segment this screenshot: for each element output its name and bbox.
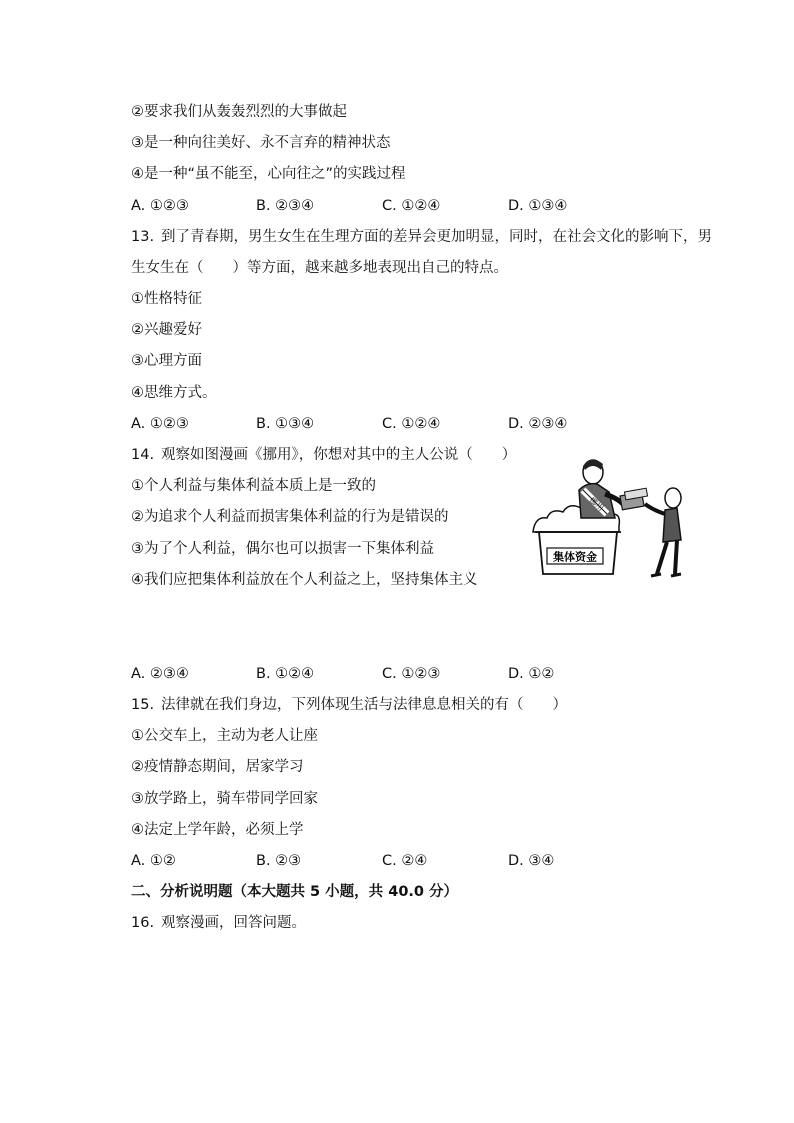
q16-stem-text: 观察漫画，回答问题。 [161,915,306,931]
q14-option-d[interactable]: D. ①② [508,666,555,682]
q15-option-c[interactable]: C. ②④ [382,853,428,869]
section2-title: 二、分析说明题（本大题共 5 小题，共 40.0 分） [131,884,459,900]
q12-item-2: ②要求我们从轰轰烈烈的大事做起 [131,104,347,120]
q12-item-3: ③是一种向往美好、永不言弃的精神状态 [131,135,391,151]
q13-option-d[interactable]: D. ②③④ [508,416,568,432]
q15-option-b[interactable]: B. ②③ [256,853,302,869]
q14-number: 14. [131,447,155,463]
q14-options [131,665,691,683]
q13-item-3: ③心理方面 [131,353,202,369]
q15-options [131,852,691,870]
sash-label: 挪用 [587,495,606,513]
q13-option-a[interactable]: A. ①②③ [131,416,189,432]
q14-item-4: ④我们应把集体利益放在个人利益之上，坚持集体主义 [131,572,478,588]
q16-number: 16. [131,915,155,931]
second-man-icon [645,488,681,576]
cartoon-image [525,452,687,580]
q15-item-4: ④法定上学年龄，必须上学 [131,822,304,838]
q13-item-1: ①性格特征 [131,291,202,307]
q13-number: 13. [131,229,155,245]
q13-stem-text: 到了青春期，男生女生在生理方面的差异会更加明显，同时，在社会文化的影响下，男 [161,229,712,245]
main-man-icon [579,459,648,518]
q15-item-2: ②疫情静态期间，居家学习 [131,759,304,775]
q13-stem-line2: 生女生在（ ）等方面，越来越多地表现出自己的特点。 [131,260,508,276]
q13-option-b[interactable]: B. ①③④ [256,416,315,432]
q14-item-1: ①个人利益与集体利益本质上是一致的 [131,478,376,494]
q13-item-4: ④思维方式。 [131,385,217,401]
q12-option-d[interactable]: D. ①③④ [508,198,568,214]
q14-item-3: ③为了个人利益，偶尔也可以损害一下集体利益 [131,541,434,557]
q12-option-a[interactable]: A. ①②③ [131,198,189,214]
q12-item-4: ④是一种“虽不能至，心向往之”的实践过程 [131,166,406,182]
q14-stem [131,446,516,464]
q15-item-3: ③放学路上，骑车带同学回家 [131,791,318,807]
q14-stem-text: 观察如图漫画《挪用》，你想对其中的主人公说（ ） [161,447,517,463]
q16-stem [131,914,306,932]
q15-stem [131,696,567,714]
q15-option-d[interactable]: D. ③④ [508,853,555,869]
q12-options [131,197,691,215]
q13-options [131,415,691,433]
q15-item-1: ①公交车上，主动为老人让座 [131,728,318,744]
q15-number: 15. [131,697,155,713]
q12-option-c[interactable]: C. ①②④ [382,198,441,214]
q13-stem-line1 [131,228,712,246]
q12-option-b[interactable]: B. ②③④ [256,198,315,214]
q15-option-a[interactable]: A. ①② [131,853,176,869]
q14-item-2: ②为追求个人利益而损害集体利益的行为是错误的 [131,509,449,525]
q14-option-c[interactable]: C. ①②③ [382,666,441,682]
q13-item-2: ②兴趣爱好 [131,322,202,338]
q14-option-b[interactable]: B. ①②④ [256,666,315,682]
pot-label: 集体资金 [553,550,597,564]
q15-stem-text: 法律就在我们身边，下列体现生活与法律息息相关的有（ ） [161,697,567,713]
q14-option-a[interactable]: A. ②③④ [131,666,189,682]
q13-option-c[interactable]: C. ①②④ [382,416,441,432]
